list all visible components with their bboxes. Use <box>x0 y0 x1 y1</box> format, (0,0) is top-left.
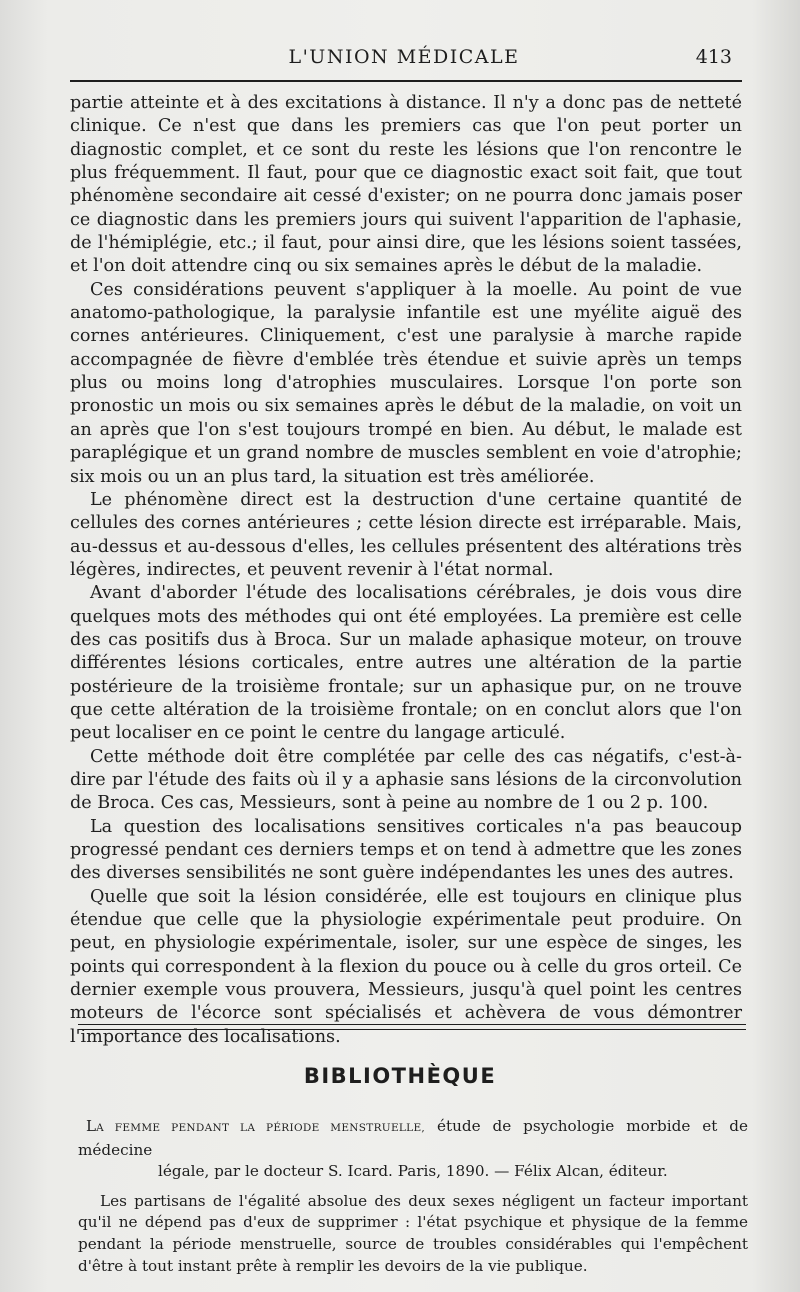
entry-title: A FEMME PENDANT LA PÉRIODE MENSTRUELLE, <box>96 1122 426 1134</box>
header-rule <box>70 80 742 82</box>
running-header <box>76 46 732 76</box>
page-number: 413 <box>695 46 732 68</box>
section-heading: BIBLIOTHÈQUE <box>303 1064 497 1088</box>
paragraph: Quelle que soit la lésion considérée, elle est toujours en clinique plus étendue que celle que la physiologie expérimentale peut produire. On peut, en physiologie expérimentale, isoler, sur une espèce de singes, les points qui correspondent à la flexion du pouce ou à celle du gros orteil. Ce dernier exemple vous prouvera, Messieurs, jusqu'à quel point les centres moteurs de l'écorce sont spécialisés et achèvera de vous démontrer l'importance des localisations. <box>70 886 742 1047</box>
running-title: L'UNION MÉDICALE <box>288 46 520 68</box>
entry-description: étude de psychologie morbide et de médecine <box>78 1117 748 1159</box>
paragraph: Ces considérations peuvent s'appliquer à la moelle. Au point de vue anatomo-pathologique, la paralysie infantile est une myélite aiguë des cornes antérieures. Cliniquement, c'est une paralysie à marche rapide accompagnée de fièvre d'emblée très étendue et suivie après un temps plus ou moins long d'atrophies musculaires. Lorsque l'on porte son pronostic un mois ou six semaines après le début de la maladie, on voit un an après que l'on s'est toujours trompé en bien. Au début, le malade est paraplégique et un grand nombre de muscles semblent en voie d'atrophie; six mois ou un an plus tard, la situation est très améliorée. <box>70 279 742 487</box>
section-divider <box>78 1024 746 1030</box>
article-body <box>70 92 742 1049</box>
entry-title-initial: L <box>86 1117 97 1135</box>
bibliography-section <box>78 1116 748 1277</box>
paragraph: Cette méthode doit être complétée par celle des cas négatifs, c'est-à-dire par l'étude des faits où il y a aphasie sans lésions de la circonvolution de Broca. Ces cas, Messieurs, sont à peine au nombre de 1 ou 2 p. 100. <box>70 746 742 814</box>
paragraph: partie atteinte et à des excitations à distance. Il n'y a donc pas de netteté clinique. Ce n'est que dans les premiers cas que l'on peut porter un diagnostic complet, et ce sont du reste les lésions que l'on rencontre le plus fréquemment. Il faut, pour que ce diagnostic exact soit fait, que tout phénomène secondaire ait cessé d'exister; on ne pourra donc jamais poser ce diagnostic dans les premiers jours qui suivent l'apparition de l'aphasie, de l'hémiplégie, etc.; il faut, pour ainsi dire, que les lésions soient tassées, et l'on doit attendre cinq ou six semaines après le début de la maladie. <box>70 93 742 277</box>
paragraph: Le phénomène direct est la destruction d'une certaine quantité de cellules des cornes antérieures ; cette lésion directe est irréparable. Mais, au-dessus et au-dessous d'elles, les cellules présentent des altérations très légères, indirectes, et peuvent revenir à l'état normal. <box>70 489 742 580</box>
bibliography-entry <box>78 1116 748 1183</box>
paragraph: Avant d'aborder l'étude des localisations cérébrales, je dois vous dire quelques mots des méthodes qui ont été employées. La première est celle des cas positifs dus à Broca. Sur un malade aphasique moteur, on trouve différentes lésions corticales, entre autres une altération de la partie postérieure de la troisième frontale; sur un aphasique pur, on ne trouve que cette altération de la troisième frontale; on en conclut alors que l'on peut localiser en ce point le centre du langage articulé. <box>70 583 742 744</box>
review-text: Les partisans de l'égalité absolue des deux sexes négligent un facteur important qu'il ne dépend pas d'eux de supprimer : l'état psychique et physique de la femme pendant la période menstruelle, source de troubles considérables qui l'empêchent d'être à tout instant prête à remplir les devoirs de la vie publique. <box>78 1191 748 1275</box>
paragraph: La question des localisations sensitives corticales n'a pas beaucoup progressé pendant ces derniers temps et on tend à admettre que les zones des diverses sensibilités ne sont guère indépendantes les unes des autres. <box>70 816 742 884</box>
entry-publication: légale, par le docteur S. Icard. Paris, 1890. — Félix Alcan, éditeur. <box>158 1162 668 1181</box>
